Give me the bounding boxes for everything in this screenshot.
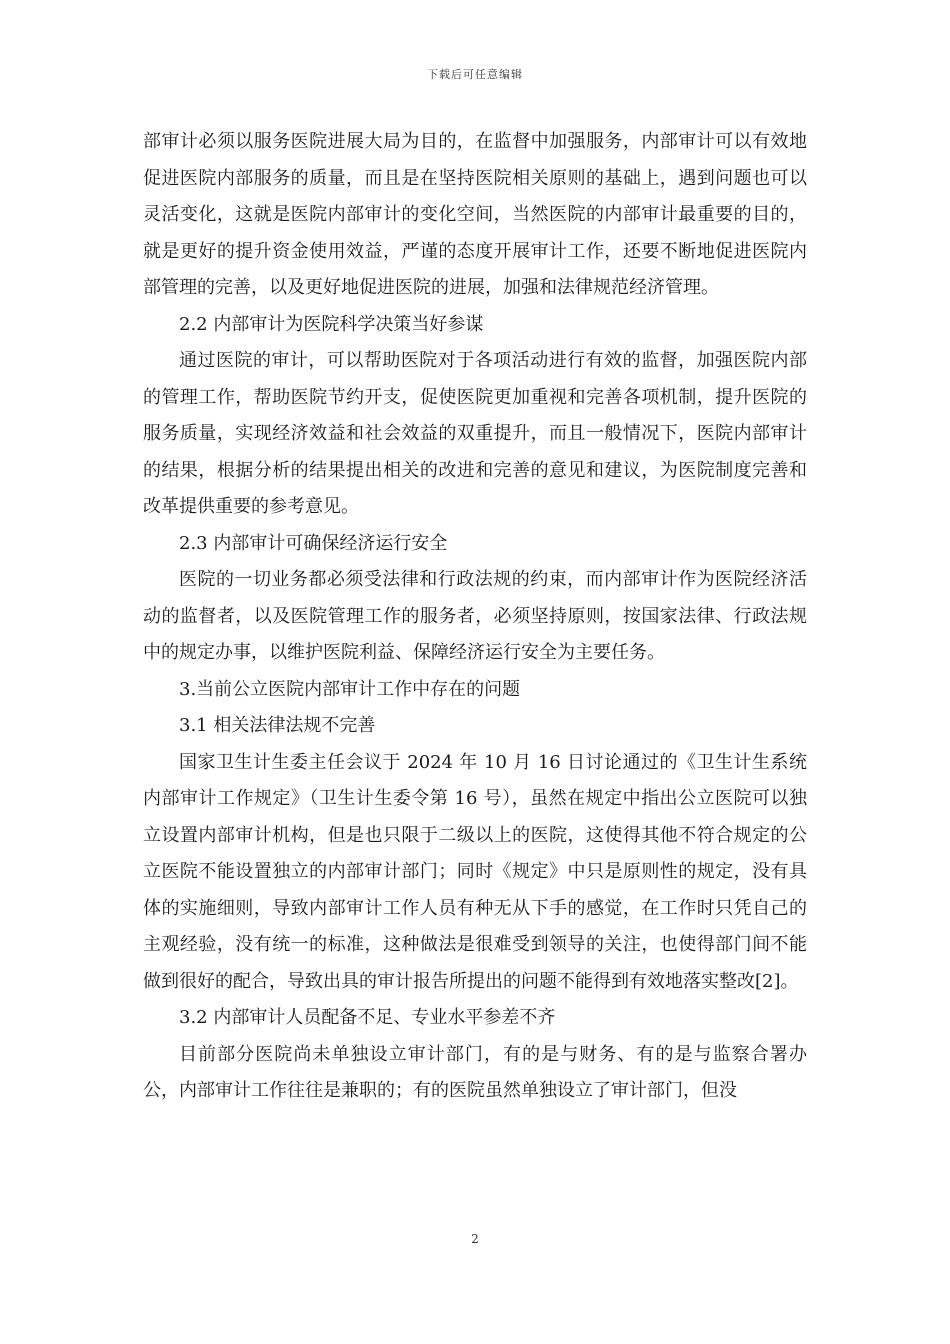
section-heading-2-2: 2.2 内部审计为医院科学决策当好参谋 [179,313,484,335]
section-heading-3-1: 3.1 相关法律法规不完善 [179,715,376,736]
paragraph: 通过医院的审计，可以帮助医院对于各项活动进行有效的监督，加强医院内部的管理工作，帮助医院节约开支，促使医院更加重视和完善各项机制，提升医院的服务质量，实现经济效益和社会效益的双重提升，而且一般情况下，医院内部审计的结果，根据分析的结果提出相关的改进和完善的意见和建议，为医院制度完善和改革提供重要的参考意见。 [143,350,807,517]
page-header: 下载后可任意编辑 [427,68,523,81]
section-heading-2-3: 2.3 内部审计可确保经济运行安全 [179,532,448,554]
paragraph: 医院的一切业务都必须受法律和行政法规的约束，而内部审计作为医院经济活动的监督者，以及医院管理工作的服务者，必须坚持原则，按国家法律、行政法规中的规定办事，以维护医院利益、保障经济运行安全为主要任务。 [143,569,807,663]
paragraph: 目前部分医院尚未单独设立审计部门，有的是与财务、有的是与监察合署办公，内部审计工作往往是兼职的；有的医院虽然单独设立了审计部门，但没 [143,1043,807,1101]
paragraph-continuation: 部审计必须以服务医院进展大局为目的，在监督中加强服务，内部审计可以有效地促进医院内部服务的质量，而且是在坚持医院相关原则的基础上，遇到问题也可以灵活变化，这就是医院内部审计的变化空间，当然医院的内部审计最重要的目的，就是更好的提升资金使用效益，严谨的态度开展审计工作，还要不断地促进医院内部管理的完善，以及更好地促进医院的进展，加强和法律规范经济管理。 [143,131,807,298]
section-heading-3: 3.当前公立医院内部审计工作中存在的问题 [179,678,521,700]
page-number: 2 [471,1232,479,1246]
document-body [143,124,807,1110]
paragraph: 国家卫生计生委主任会议于 2024 年 10 月 16 日讨论通过的《卫生计生系统内部审计工作规定》（卫生计生委令第 16 号），虽然在规定中指出公立医院可以独立设置内部审计机构，但是也只限于二级以上的医院，这使得其他不符合规定的公立医院不能设置独立的内部审计部门；同时《规定》中只是原则性的规定，没有具体的实施细则，导致内部审计工作人员有种无从下手的感觉，在工作时只凭自己的主观经验，没有统一的标准，这种做法是很难受到领导的关注，也使得部门间不能做到很好的配合，导致出具的审计报告所提出的问题不能得到有效地落实整改[2]。 [143,751,807,992]
section-heading-3-2: 3.2 内部审计人员配备不足、专业水平参差不齐 [179,1007,556,1028]
